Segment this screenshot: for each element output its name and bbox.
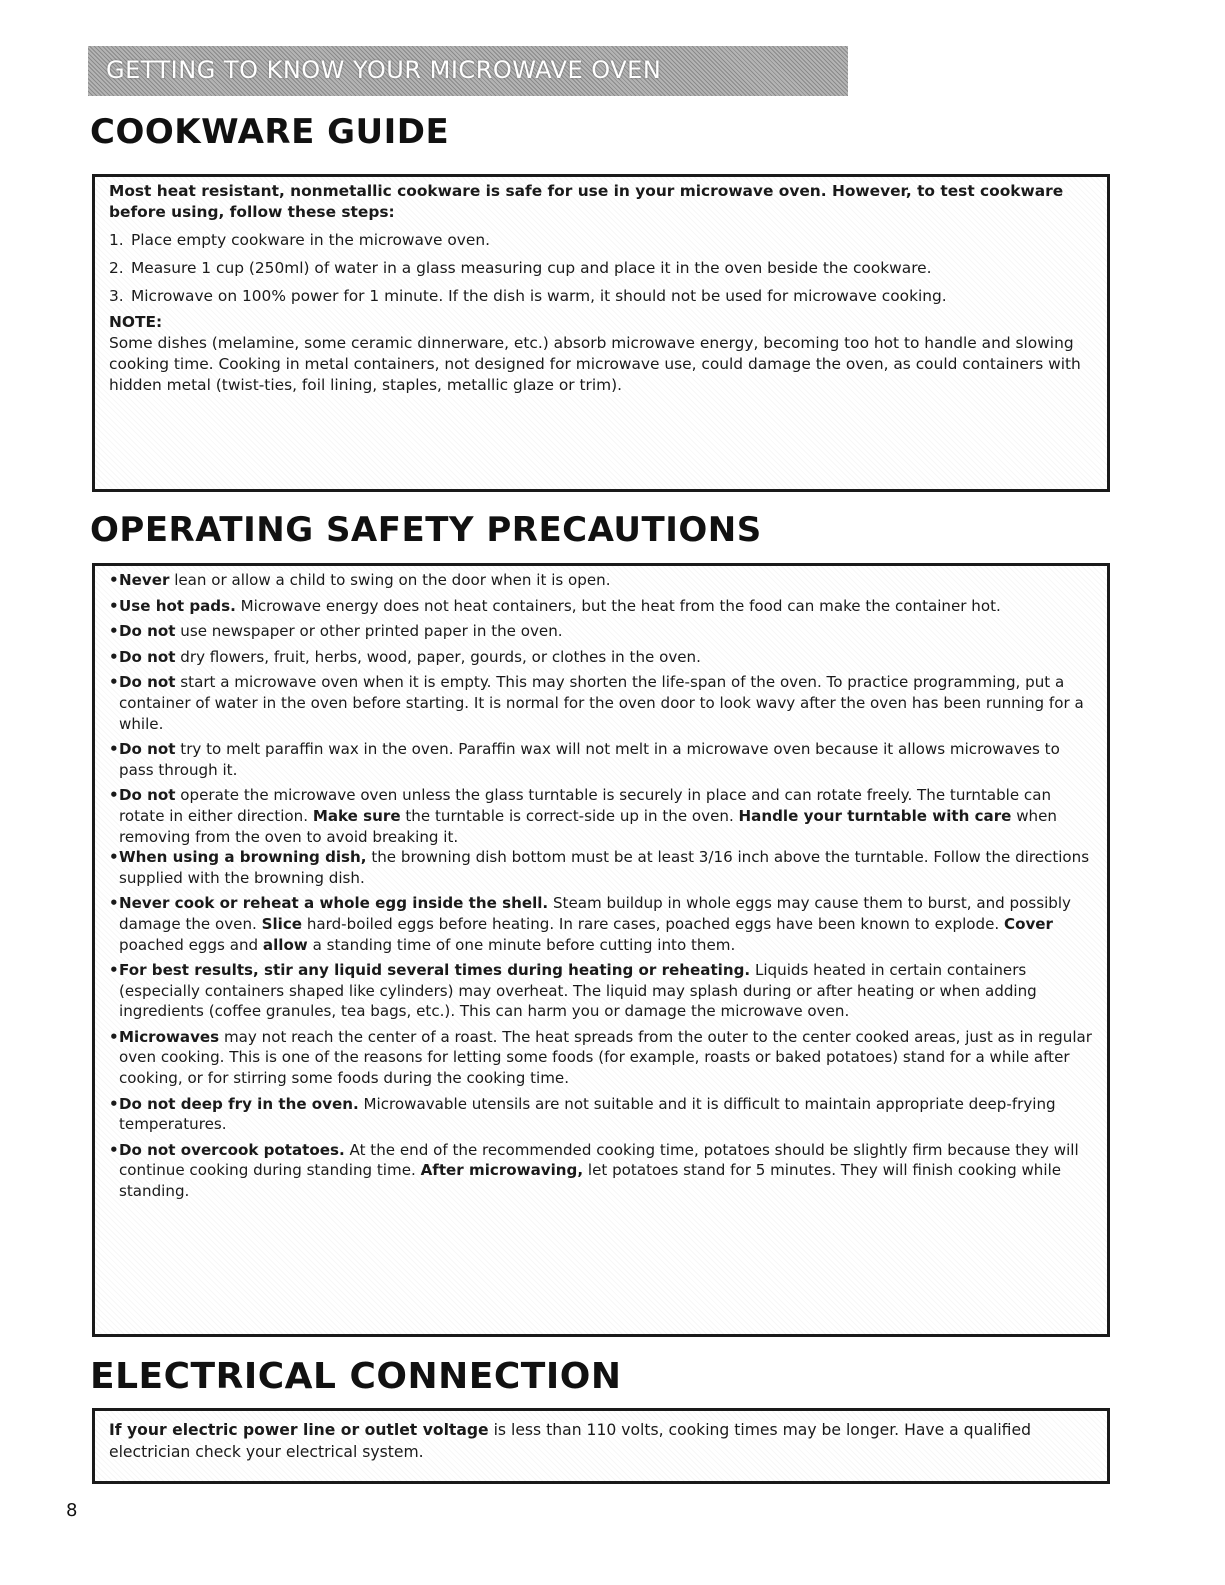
safety-item-emphasis: Do not xyxy=(119,786,176,805)
safety-item-text xyxy=(119,785,1095,847)
safety-item-emphasis: Do not xyxy=(119,673,176,692)
bullet-icon: • xyxy=(109,673,119,692)
cookware-guide-box xyxy=(92,174,1110,492)
safety-item-text xyxy=(119,596,1001,617)
safety-item xyxy=(109,960,1095,1022)
cookware-guide-title: COOKWARE GUIDE xyxy=(90,112,450,152)
safety-item xyxy=(109,893,1095,955)
safety-item-text xyxy=(119,570,611,591)
step-number: 3. xyxy=(109,287,124,305)
safety-list xyxy=(95,566,1107,1202)
step-number: 2. xyxy=(109,259,124,277)
safety-item-text xyxy=(119,893,1095,955)
safety-item-emphasis: Do not xyxy=(119,647,176,666)
step-text: Measure 1 cup (250ml) of water in a glass measuring cup and place it in the oven beside the cookware. xyxy=(131,259,932,277)
safety-item-text xyxy=(119,647,701,668)
safety-item xyxy=(109,621,1095,642)
safety-item-body: lean or allow a child to swing on the door when it is open. xyxy=(169,571,611,589)
safety-item-emphasis: After microwaving, xyxy=(420,1161,584,1180)
note-heading: NOTE: xyxy=(109,313,163,331)
safety-item-emphasis: Make sure xyxy=(312,806,401,825)
safety-item-body: when removing from the oven to avoid breaking it. xyxy=(119,806,1057,846)
safety-item xyxy=(109,1094,1095,1135)
safety-item-body: Microwave energy does not heat containers, but the heat from the food can make the container hot. xyxy=(235,596,1001,615)
bullet-icon: • xyxy=(109,1027,119,1046)
electrical-bold-lead: If your electric power line or outlet voltage xyxy=(109,1421,489,1439)
safety-item-emphasis: Never xyxy=(119,571,170,589)
safety-item-emphasis: Do not deep fry in the oven. xyxy=(119,1094,359,1113)
safety-item xyxy=(109,1140,1095,1202)
safety-item-body: use newspaper or other printed paper in the oven. xyxy=(175,622,563,641)
bullet-icon: • xyxy=(109,1140,119,1159)
safety-item-emphasis: Handle your turntable with care xyxy=(738,806,1012,825)
safety-item xyxy=(109,672,1095,734)
electrical-connection-title: ELECTRICAL CONNECTION xyxy=(90,1356,622,1397)
electrical-text xyxy=(109,1419,1095,1463)
bullet-icon: • xyxy=(109,786,119,805)
electrical-body: is less than 110 volts, cooking times may be longer. Have a qualified electrician check your electrical system. xyxy=(109,1421,1031,1461)
section-banner xyxy=(88,46,848,96)
safety-item-text xyxy=(119,739,1095,780)
note-text: Some dishes (melamine, some ceramic dinnerware, etc.) absorb microwave energy, becoming too hot to handle and slowing cooking time. Cooking in metal containers, not designed for microwave use, could damage the oven, as could containers with hidden metal (twist-ties, foil lining, staples, metallic glaze or trim). xyxy=(109,334,1081,394)
safety-item-body: At the end of the recommended cooking time, potatoes should be slightly firm because they will continue cooking during standing time. xyxy=(119,1140,1079,1180)
bullet-icon: • xyxy=(109,961,119,980)
safety-item-emphasis: Cover xyxy=(1004,914,1053,933)
page-number: 8 xyxy=(66,1500,78,1521)
safety-item-emphasis: Never cook or reheat a whole egg inside the shell. xyxy=(119,894,549,913)
cookware-step xyxy=(109,230,1095,251)
safety-item-text xyxy=(119,1140,1095,1202)
cookware-step xyxy=(109,258,1095,279)
safety-item-emphasis: For best results, stir any liquid several times during heating or reheating. xyxy=(119,961,751,980)
step-text: Microwave on 100% power for 1 minute. If the dish is warm, it should not be used for microwave cooking. xyxy=(131,287,947,305)
safety-item-body: hard-boiled eggs before heating. In rare cases, poached eggs have been known to explode. xyxy=(302,914,1005,933)
safety-item-emphasis: Slice xyxy=(261,914,303,933)
safety-item xyxy=(109,739,1095,780)
bullet-icon: • xyxy=(109,894,119,913)
safety-item-emphasis: Do not overcook potatoes. xyxy=(119,1140,345,1159)
safety-item-text xyxy=(119,621,563,642)
safety-item-text xyxy=(119,960,1095,1022)
safety-item-body: Liquids heated in certain containers (especially containers shaped like cylinders) may overheat. The liquid may splash during or after heating or when adding ingredients (coffee granules, tea bags, etc.). This can harm you or damage the microwave oven. xyxy=(119,961,1037,1021)
safety-item-emphasis: Microwaves xyxy=(119,1027,220,1046)
safety-item-body: the browning dish bottom must be at least 3/16 inch above the turntable. Follow the directions supplied with the browning dish. xyxy=(119,848,1090,887)
bullet-icon: • xyxy=(109,571,119,589)
safety-item-body: start a microwave oven when it is empty. This may shorten the life-span of the oven. To practice programming, put a container of water in the oven before starting. It is normal for the oven door to look wavy after the oven has been running for a while. xyxy=(119,673,1084,733)
safety-item-text xyxy=(119,1094,1095,1135)
safety-item-emphasis: Do not xyxy=(119,622,176,641)
safety-item-body: dry flowers, fruit, herbs, wood, paper, gourds, or clothes in the oven. xyxy=(175,647,701,666)
bullet-icon: • xyxy=(109,596,119,615)
bullet-icon: • xyxy=(109,622,119,641)
step-text: Place empty cookware in the microwave oven. xyxy=(131,231,490,249)
safety-item-body: try to melt paraffin wax in the oven. Paraffin wax will not melt in a microwave oven because it allows microwaves to pass through it. xyxy=(119,740,1060,779)
step-number: 1. xyxy=(109,231,124,249)
safety-item-body: operate the microwave oven unless the glass turntable is securely in place and can rotate freely. The turntable can rotate in either direction. xyxy=(119,786,1052,825)
safety-item-text xyxy=(119,847,1095,888)
bullet-icon: • xyxy=(109,740,119,759)
operating-safety-box xyxy=(92,563,1110,1337)
safety-item xyxy=(109,785,1095,847)
safety-item xyxy=(109,847,1095,888)
safety-item-body: the turntable is correct-side up in the oven. xyxy=(400,806,739,825)
safety-item-body: a standing time of one minute before cutting into them. xyxy=(307,935,736,954)
safety-item-body: poached eggs and xyxy=(119,935,263,954)
operating-safety-title: OPERATING SAFETY PRECAUTIONS xyxy=(90,510,762,550)
bullet-icon: • xyxy=(109,1094,119,1113)
safety-item-body: let potatoes stand for 5 minutes. They will finish cooking while standing. xyxy=(119,1161,1062,1201)
safety-item-text xyxy=(119,672,1095,734)
safety-item-text xyxy=(119,1027,1095,1089)
safety-item-emphasis: allow xyxy=(262,935,308,954)
safety-item-emphasis: Do not xyxy=(119,740,176,759)
safety-item-body: Microwavable utensils are not suitable and it is difficult to maintain appropriate deep-frying temperatures. xyxy=(119,1094,1056,1134)
bullet-icon: • xyxy=(109,848,119,867)
cookware-intro: Most heat resistant, nonmetallic cookware is safe for use in your microwave oven. However, to test cookware before using, follow these steps: xyxy=(109,182,1064,221)
safety-item-body: may not reach the center of a roast. The heat spreads from the outer to the center cooked areas, just as in regular oven cooking. This is one of the reasons for letting some foods (for example, roasts or baked potatoes) stand for a while after cooking, or for stirring some foods during the cooking time. xyxy=(119,1027,1092,1088)
safety-item xyxy=(109,647,1095,668)
safety-item-emphasis: When using a browning dish, xyxy=(119,848,367,867)
safety-item xyxy=(109,596,1095,617)
electrical-connection-box xyxy=(92,1408,1110,1484)
bullet-icon: • xyxy=(109,647,119,666)
safety-item xyxy=(109,1027,1095,1089)
cookware-step xyxy=(109,286,1095,307)
safety-item-emphasis: Use hot pads. xyxy=(119,596,236,615)
banner-text: GETTING TO KNOW YOUR MICROWAVE OVEN xyxy=(106,56,662,84)
safety-item-body: Steam buildup in whole eggs may cause them to burst, and possibly damage the oven. xyxy=(119,894,1071,933)
safety-item xyxy=(109,570,1095,591)
